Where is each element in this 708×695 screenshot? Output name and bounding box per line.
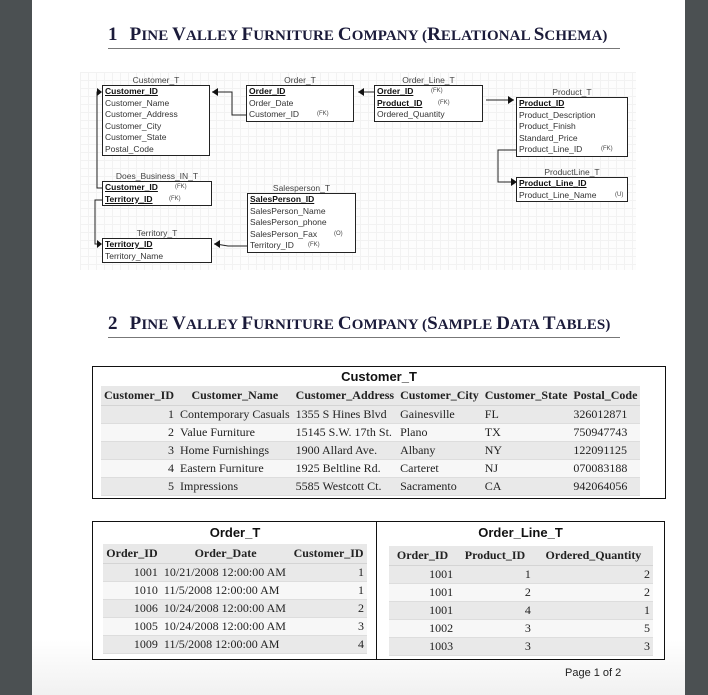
table-row: 1009 11/5/2008 12:00:00 AM 4 <box>103 636 367 654</box>
entity-does-business-in-t: Does_Business_IN_T Customer_ID (FK) Territory_ID (FK) <box>102 171 212 206</box>
table-title: Customer_T <box>341 369 417 384</box>
table-row: 3 Home Furnishings 1900 Allard Ave. Albany NY 122091125 <box>101 442 640 460</box>
order-data-table <box>92 521 377 660</box>
customer-data-table <box>92 366 666 499</box>
table-title: Order_T <box>209 525 261 540</box>
table-header-row: Customer_ID Customer_Name Customer_Address Customer_City Customer_State Postal_Code <box>101 386 640 406</box>
section-number: 2 <box>108 313 118 334</box>
page-number-label: Page 1 of 2 <box>565 667 622 679</box>
section-2-heading: 2 PINE VALLEY FURNITURE COMPANY (SAMPLE DATA TABLES) <box>108 313 620 338</box>
table-row: 1006 10/24/2008 12:00:00 AM 2 <box>103 600 367 618</box>
entity-product-t: Product_T Product_ID Product_Description Product_Finish Standard_Price Product_Line_ID (FK) <box>516 87 628 157</box>
table-row: 1001 2 2 <box>389 584 653 602</box>
entity-salesperson-t: Salesperson_T SalesPerson_ID SalesPerson_Name SalesPerson_phone SalesPerson_Fax (O) Territory_ID (FK) <box>247 183 356 253</box>
table-row: 1005 10/24/2008 12:00:00 AM 3 <box>103 618 367 636</box>
document-page <box>32 0 685 695</box>
table-row: 2 Value Furniture 15145 S.W. 17th St. Plano TX 750947743 <box>101 424 640 442</box>
entity-customer-t: Customer_T Customer_ID Customer_Name Customer_Address Customer_City Customer_State Postal_Code <box>102 75 210 156</box>
table-row: 1001 10/21/2008 12:00:00 AM 1 <box>103 564 367 582</box>
section-number: 1 <box>108 24 118 45</box>
entity-productline-t: ProductLine_T Product_Line_ID Product_Line_Name (U) <box>516 167 628 202</box>
table-header-row: Order_ID Product_ID Ordered_Quantity <box>389 546 653 566</box>
table-row: 1 Contemporary Casuals 1355 S Hines Blvd Gainesville FL 326012871 <box>101 406 640 424</box>
entity-territory-t: Territory_T Territory_ID Territory_Name <box>102 228 212 263</box>
section-1-heading: 1 PINE VALLEY FURNITURE COMPANY (RELATIONAL SCHEMA) <box>108 24 620 49</box>
table-header-row: Order_ID Order_Date Customer_ID <box>103 544 367 564</box>
table-row: 4 Eastern Furniture 1925 Beltline Rd. Carteret NJ 070083188 <box>101 460 640 478</box>
order-line-table <box>389 546 653 656</box>
entity-order-t: Order_T Order_ID Order_Date Customer_ID (FK) <box>246 75 354 122</box>
entity-order-line-t: Order_Line_T Order_ID (FK) Product_ID (FK) Ordered_Quantity <box>374 75 483 122</box>
table-title: Order_Line_T <box>478 525 563 540</box>
table-row: 1003 3 3 <box>389 638 653 656</box>
customer-table <box>101 386 640 496</box>
table-row: 1001 1 2 <box>389 566 653 584</box>
table-row: 1002 3 5 <box>389 620 653 638</box>
table-row: 1001 4 1 <box>389 602 653 620</box>
table-row: 1010 11/5/2008 12:00:00 AM 1 <box>103 582 367 600</box>
order-table <box>103 544 367 654</box>
order-line-data-table <box>376 521 665 660</box>
relational-schema-diagram <box>80 72 636 270</box>
table-row: 5 Impressions 5585 Westcott Ct. Sacramento CA 942064056 <box>101 478 640 496</box>
